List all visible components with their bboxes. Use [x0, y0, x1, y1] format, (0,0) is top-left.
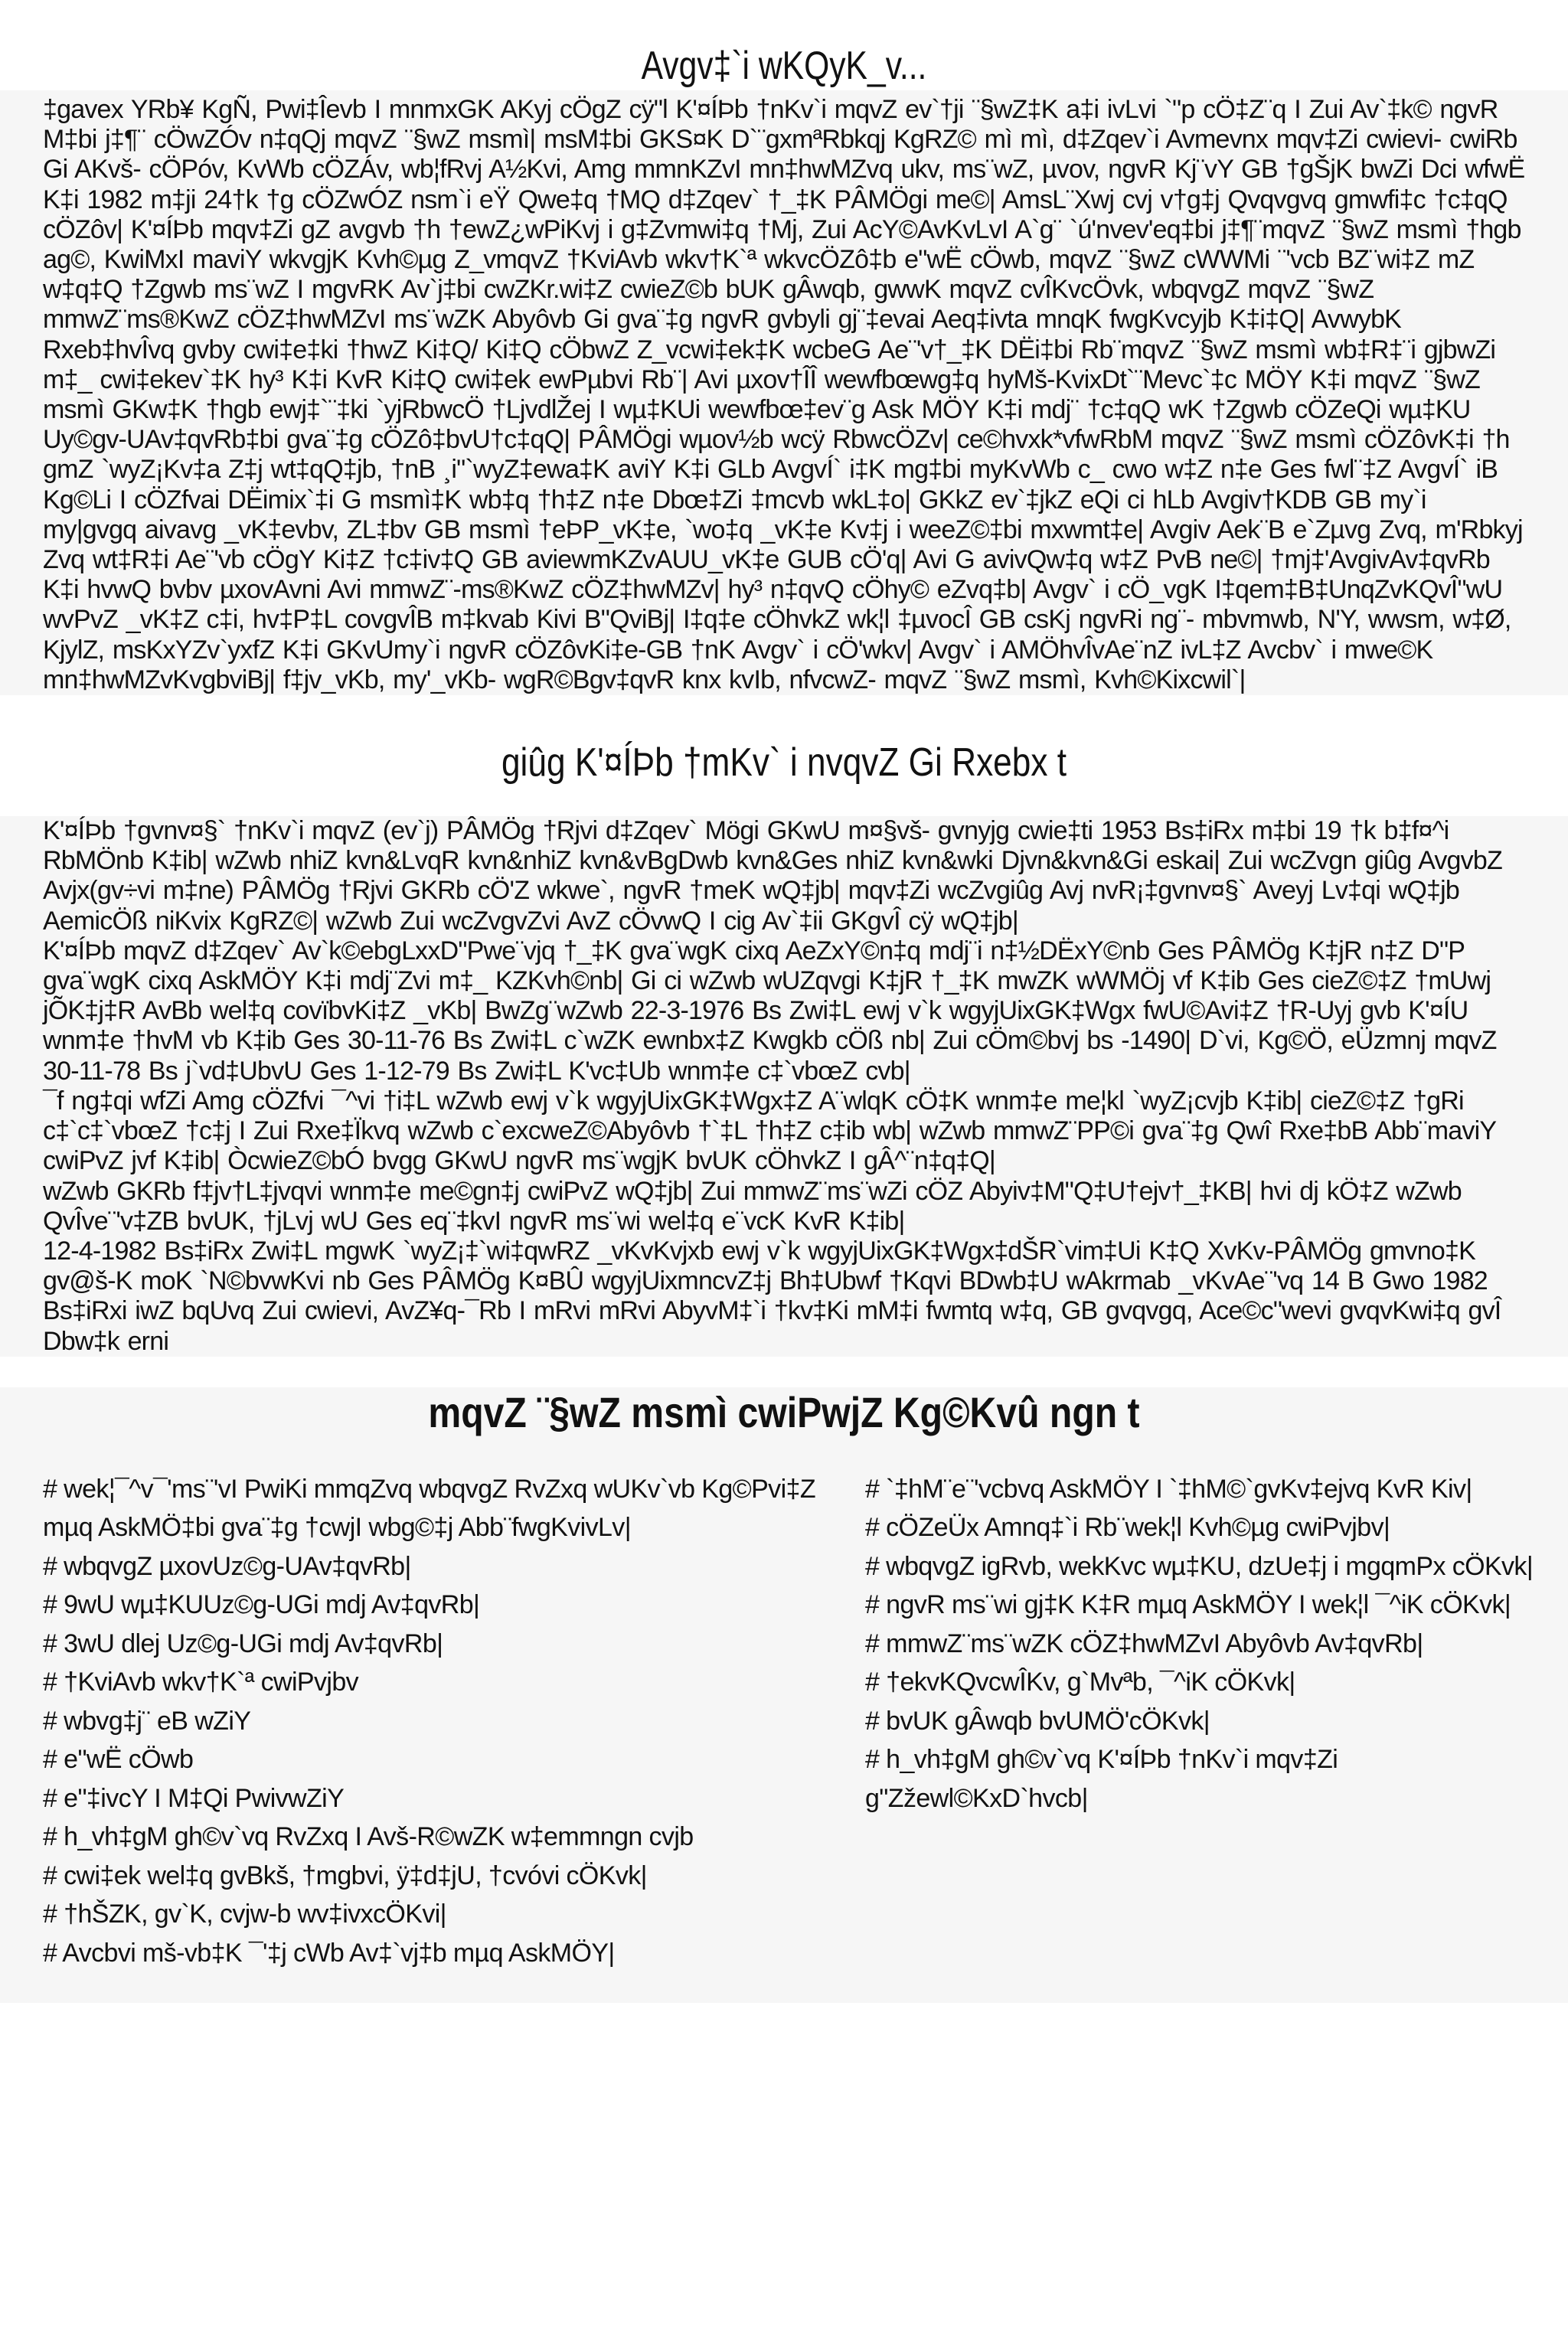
intro-paragraph: ‡gavex YRb¥ KgÑ, Pwi‡Îevb I mnmxGK AKyj cÖgZ cÿ"l K'¤ÍÞb †nKv`i mqvZ ev`†ji ¨§wZ‡K a‡i ivLvi `"p cÖ‡Z¨q I Zui Av`‡k© ngvR M‡bi j‡¶¨ cÖwZÓv n‡qQj mqvZ ¨§wZ msmì| msM‡bi GKS¤K D`¨gxmªRbkqj KgRZ© mì mì, d‡Zqev`i Avmevnx mqv‡Zi cwievi- cwiRb Gi AKvš- cÖPóv, KvWb cÖZÁv, wb¦fRvj A½Kvi, Amg mmnKZvI mn‡hwMZvq ukv, ms¨wZ, µvov, ngvR Kj¨vY GB †gŠjK bwZi Dci wfwË K‡i 1982 m‡ji 24†k †g cÖZwÓZ nsm`i eŸ Qwe‡q †MQ d‡Zqev` †_‡K PÂMÖgi me©| AmsL¨Xwj cvj v†g‡j Qvqvgvq gmwfi‡c †c‡qQ cÖZôv| K'¤ÍÞb mqv‡Zi gZ avgvb †h †ewZ¿wPiKvj i g‡Zvmwi‡q †Mj, Zui AcY©AvKvLvI A`g¨ `ú'nvev'eq‡bi j‡¶¨mqvZ ¨§wZ msmì †hgb ag©, KwiMxI maviY wkvgjK Kvh©µg Z_vmqvZ †KviAvb wkv†K`ª wkvcÖZô‡b e"wË cÖwb, mqvZ ¨§wZ cWWMi ¨'vcb BZ¨wi‡Z mZ w‡q‡Q †Zgwb ms¨wZ I mgvRK Av`j‡bi cwZKr.wi‡Z cwieZ©b bUK gÂwqb, gwwK mqvZ cvÎKvcÖvk, wbqvgZ mqvZ ¨§wZ mmwZ¨ms®KwZ cÖZ‡hwMZvI ms¨wZK Abyôvb Gi gva¨‡g ngvR gvbyli gj¨‡evai Aeq‡ivta mnqK fwgKvcyjb K‡i‡Q| AvwybK Rxeb‡hvÎvq gvby cwi‡e‡ki †hwZ Ki‡Q/ Ki‡Q cÖbwZ Z_vcwi‡ek‡K wcbeG Ae¨'v†_‡K DËi‡bi Rb¨mqvZ ¨§wZ msmì wb‡R‡¨i gjbwZi m‡_ cwi‡ekev`‡K hy³ K‡i KvR Ki‡Q cwi‡ek ewPµbvi Rb¨| Avi µxov†ÎÎ wewfbœwg‡q hyMš-KvixDt`¨Mevc`‡c MÖY K‡i mqvZ ¨§wZ msmì GKw‡K †hgb ewj‡`¨‡ki `yjRbwcÖ †LjvdlŽej I wµ‡KUi wewfbœ‡ev¨g Ask MÖY K‡i mdj¨ †c‡qQ wK †Zgwb cÖZeQi wµ‡KU Uy©gv-UAv‡qvRb‡bi gva¨‡g cÖZô‡bvU†c‡qQ| PÂMÖgi wµov½b wcÿ RbwcÖZv| ce©hvxk*vfwRbM mqvZ ¨§wZ msmì cÖZôvK‡i †h gmZ `wyZ¡Kv‡a Z‡j wt‡qQ‡jb, †nB ¸i"`wyZ‡ewa‡K aviY K‡i GLb AvgvÍ` i‡K mg‡bi myKvWb c_ cwo w‡Z n‡e Ges fwl¨‡Z AvgvÍ` iB Kg©Li I cÖZfvai DËimix`‡i G msmì‡K wb‡q †h‡Z n‡e Dbœ‡Zi ‡mcvb wkL‡o| GKkZ ev`‡jkZ eQi ci hLb Avgiv†KDB GB my`i my|gvgq aivavg _vK‡evbv, ZL‡bv GB msmì †eÞP_vK‡e, `wo‡q _vK‡e Kv‡j i weeZ©‡bi mxwmt‡e| Avgiv Aek¨B e`Zµvg Zvq, m'Rbkyj Zvq wt‡R‡i Ae¨'vb cÖgY Ki‡Z †c‡iv‡Q GB aviewmKZvAUU_vK‡e GUB cÖ'q| Avi G avivQw‡q w‡Z PvB ne©| †mj‡'AvgivAv‡qvRb K‡i hvwQ bvbv µxovAvni Avi mmwZ¨-ms®KwZ cÖZ‡hwMZv| hy³ n‡qvQ cÖhy© eZvq‡b| Avgv` i cÖ_vgK I‡qem‡B‡UnqZvKQvÎ"wU wvPvZ _vK‡Z c‡i, hv‡P‡L covgvÎB m‡kvab Kivi B"QviBj| I‡q‡e cÖhvkZ wk¦l ‡µvocÎ GB csKj ngvRi ng¨- mbvmwb, N'Y, wwsm, w‡Ø, KjylZ, msKxYZv`yxfZ K‡i GKvUmy`i ngvR cÖZôvKi‡e-GB †nK Avgv` i cÖ'wkv| Avgv` i AMÖhvÎvAe¨nZ ivL‡Z Avcbv` i mwe©K mn‡hwMZvKvgbviBj| f‡jv_vKb, my'_vKb- wgR©Bgv‡qvR knx kvIb, nfvcwZ- mqvZ ¨§wZ msmì, Kvh©Kixcwil`|	[43, 95, 1525, 694]
list-item: # `‡hM¨e¨'vcbvq AskMÖY I `‡hM©`gvKv‡ejvq KvR Kiv|	[865, 1474, 1472, 1504]
activities-right-column	[865, 1470, 1547, 1973]
list-item: # 3wU dlej Uz©g-UGi mdj Av‡qvRb|	[43, 1628, 443, 1658]
list-item: # wbqvgZ µxovUz©g-UAv‡qvRb|	[43, 1551, 411, 1581]
list-item: # ngvR ms¨wi gj‡K K‡R mµq AskMÖY I wek¦l ¯^iK cÖKvk|	[865, 1590, 1511, 1620]
list-item: # cwi‡ek wel‡q gvBkš, †mgbvi, ÿ‡d‡jU, †cvóvi cÖKvk|	[43, 1860, 647, 1890]
list-item: # h_vh‡gM gh©v`vq RvZxq I Avš-R©wZK w‡emmngn cvjb	[43, 1822, 694, 1852]
list-item: # Avcbvi mš-vb‡K ¯'‡j cWb Av‡`vj‡b mµq AskMÖY|	[43, 1938, 615, 1968]
biography-heading: giûg K'¤ÍÞb †mKv` i nvqvZ Gi Rxebx t	[501, 740, 1067, 786]
intro-block	[0, 90, 1568, 695]
list-item: # e"wË cÖwb	[43, 1745, 194, 1775]
list-item: # wek¦¯^v¯'ms¨'vI PwiKi mmqZvq wbqvgZ RvZxq wUKv`vb Kg©Pvi‡Z mµq AskMÖ‡bi gva¨‡g †cwjI wbg©‡j Abb¨fwgKvivLv|	[43, 1474, 816, 1543]
biography-block	[0, 816, 1568, 1357]
list-item: # †KviAvb wkv†K`ª cwiPvjbv	[43, 1668, 359, 1697]
block-spacer	[43, 1972, 1525, 2003]
list-item: # mmwZ¨ms¨wZK cÖZ‡hwMZvI Abyôvb Av‡qvRb|	[865, 1628, 1423, 1658]
list-item: # wbvg‡j¨ eB wZiY	[43, 1706, 251, 1736]
activities-block	[0, 1387, 1568, 2004]
page-title: Avgv‡`i wKQyK_v...	[641, 44, 927, 88]
biography-paragraph-1: K'¤ÍÞb †gvnv¤§` †nKv`i mqvZ (ev`j) PÂMÖg †Rjvi d‡Zqev` Mögi GKwU m¤§vš- gvnyjg cwie‡ti 1953 Bs‡iRx m‡bi 19 †k b‡f¤^i RbMÖnb K‡ib| wZwb nhiZ kvn&LvqR kvn&nhiZ kvn&vBgDwb kvn&Ges nhiZ kvn&wki Djvn&kvn&Gi eskai| Zui wcZvgn giûg AvgvbZ Avjx(gv÷vi m‡ne) PÂMÖg †Rjvi GKRb cÖ'Z wkwe`, ngvR †meK wQ‡jb| mqv‡Zi wcZvgiûg Avj nvR¡‡gvnv¤§` Aveyj Lv‡qi wQ‡jb AemicÖß niKvix KgRZ©| wZwb Zui wcZvgvZvi AvZ cÖvwQ I cig Av`‡ii GKgvÎ cÿ wQ‡jb|	[43, 816, 1502, 936]
list-item: # h_vh‡gM gh©v`vq K'¤ÍÞb †nKv`i mqv‡Zi g"Zžewl©KxD`hvcb|	[865, 1745, 1338, 1813]
activities-columns	[43, 1470, 1534, 1973]
activities-left-column	[43, 1470, 822, 1973]
list-item: # cÖZeÜx Amnq‡`i Rb¨wek¦l Kvh©µg cwiPvjbv|	[865, 1513, 1390, 1543]
biography-paragraph-4: wZwb GKRb f‡jv†L‡jvqvi wnm‡e me©gn‡j cwiPvZ wQ‡jb| Zui mmwZ¨ms¨wZi cÖZ Abyiv‡M"Q‡U†ejv†_‡KB| hvi dj kÖ‡Z wZwb QvÎve¨'v‡ZB bvUK, †jLvj wU Ges eq¨‡kvI ngvR ms¨wi wel‡q e¨vcK KvR K‡ib|	[43, 1176, 1462, 1236]
list-item: # e"‡ivcY I M‡Qi PwivwZiY	[43, 1783, 345, 1813]
activities-heading: mqvZ ¨§wZ msmì cwiPwjZ Kg©Kvû ngn t	[428, 1387, 1140, 1436]
list-item: # †hŠZK, gv`K, cvjw-b wv‡ivxcÖKvi|	[43, 1900, 446, 1929]
list-item: # 9wU wµ‡KUUz©g-UGi mdj Av‡qvRb|	[43, 1590, 480, 1620]
biography-paragraph-2: K'¤ÍÞb mqvZ d‡Zqev` Av`k©ebgLxxD"Pwe¨vjq †_‡K gva¨wgK cixq AeZxY©n‡q mdj¨i n‡½DËxY©nb Ges PÂMÖg K‡jR n‡Z D"P gva¨wgK cixq AskMÖY K‡i mdj¨Zvi m‡_ KZKvh©nb| Gi ci wZwb wUZqvgi K‡jR †_‡K mwZK wWMÖj vf K‡ib Ges cieZ©‡Z †mUwj jÕK‡j‡R AvBb wel‡q covïbvKi‡Z _vKb| BwZg¨wZwb 22-3-1976 Bs Zwi‡L ewj v`k wgyjUixGK‡Wgx fwU©Avi‡Z †R-Uyj gvb K'¤ÍU wnm‡e †hvM vb K‡ib Ges 30-11-76 Bs Zwi‡L c`wZK ewnbx‡Z Kwgkb cÖß nb| Zui cÖm©bvj bs -1490| D`vi, Kg©Ö, eÜzmnj mqvZ 30-11-78 Bs j`vd‡UbvU Ges 1-12-79 Bs Zwi‡L K'vc‡Ub wnm‡e c‡`vbœZ cvb|	[43, 936, 1497, 1086]
list-item: # wbqvgZ igRvb, wekKvc wµ‡KU, dzUe‡j i mgqmPx cÖKvk|	[865, 1551, 1534, 1581]
biography-paragraph-3: ¯f ng‡qi wfZi Amg cÖZfvi ¯^vi †i‡L wZwb ewj v`k wgyjUixGK‡Wgx‡Z A¨wlqK cÖ‡K wnm‡e me¦kl `wyZ¡cvjb K‡ib| cieZ©‡Z †gRi c‡`c‡`vbœZ †c‡j I Zui Rxe‡Ïkvq wZwb c`excweZ©Abyôvb †`‡L †h‡Z c‡ib wb| wZwb mmwZ¨PP©i gva¨‡g Qwî Rxe‡bB Abb¨maviY cwiPvZ jvf K‡ib| ÒcwieZ©bÓ bvgg GKwU ngvR ms¨wgjK bvUK cÖhvkZ I gÂ^¨n‡q‡Q|	[43, 1086, 1496, 1176]
list-item: # bvUK gÂwqb bvUMÖ'cÖKvk|	[865, 1706, 1210, 1736]
list-item: # †ekvKQvcwÎKv, g`Mvªb, ¯^iK cÖKvk|	[865, 1668, 1295, 1697]
biography-paragraph-5: 12-4-1982 Bs‡iRx Zwi‡L mgwK `wyZ¡‡`wi‡qwRZ _vKvKvjxb ewj v`k wgyjUixGK‡Wgx‡dŠR`vim‡Ui K‡Q XvKv-PÂMÖg gmvno‡K gv@š-K moK `N©bvwKvi nb Ges PÂMÖg K¤BÛ wgyjUixmncvZ‡j Bh‡Ubwf †Kqvi BDwb‡U wAkrmab _vKvAe¨'vq 14 B Gwo 1982 Bs‡iRxi iwZ bqUvq Zui cwievi, AvZ¥q-¯Rb I mRvi mRvi AbyvM‡`i †kv‡Ki mM‡i fwmtq w‡q, GB gvqvgq, Ace©c"wevi gvqvKwi‡q gvÎ Dbw‡k erni	[43, 1236, 1501, 1356]
